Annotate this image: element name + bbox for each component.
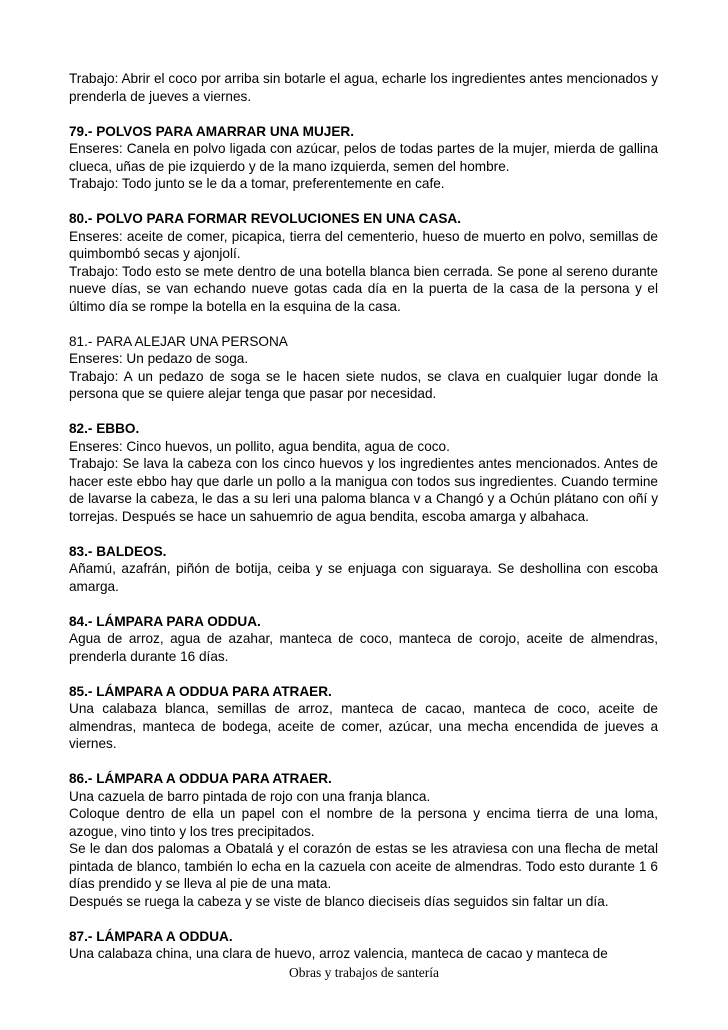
paragraph-line: Coloque dentro de ella un papel con el nombre de la persona y encima tierra de una loma, azogue, vino tinto y los tres precipitados.	[69, 806, 658, 839]
paragraph-line: Trabajo: Todo esto se mete dentro de una botella blanca bien cerrada. Se pone al sereno durante nueve días, se van echando nueve gotas cada día en la puerta de la casa de la persona y el último día se rompe la botella en la esquina de la casa.	[69, 263, 658, 314]
paragraph-line: Enseres: Un pedazo de soga.	[69, 351, 249, 366]
section-heading-plain: 81.- PARA ALEJAR UNA PERSONA	[69, 333, 288, 349]
section-heading: 84.- LÁMPARA PARA ODDUA.	[69, 613, 261, 629]
section-82	[69, 420, 658, 525]
section-heading: 85.- LÁMPARA A ODDUA PARA ATRAER.	[69, 683, 332, 699]
paragraph-line: Después se ruega la cabeza y se viste de blanco dieciseis días seguidos sin faltar un día.	[69, 893, 609, 909]
page-footer: Obras y trabajos de santería	[289, 965, 439, 980]
section-heading: 83.- BALDEOS.	[69, 543, 167, 559]
paragraph-line: Agua de arroz, agua de azahar, manteca de coco, manteca de corojo, aceite de almendras, prenderla durante 16 días.	[69, 631, 658, 664]
paragraph-line: Una cazuela de barro pintada de rojo con una franja blanca.	[69, 788, 431, 804]
section-heading: 82.- EBBO.	[69, 421, 140, 436]
paragraph-line: Trabajo: Abrir el coco por arriba sin botarle el agua, echarle los ingredientes antes mencionados y prenderla de jueves a viernes.	[69, 71, 658, 104]
section-87	[69, 928, 658, 963]
paragraph-line: Trabajo: A un pedazo de soga se le hacen siete nudos, se clava en cualquier lugar donde la persona que se quiere alejar tenga que pasar por necesidad.	[69, 368, 658, 401]
document-body	[69, 70, 658, 980]
section-heading: 87.- LÁMPARA A ODDUA.	[69, 928, 233, 944]
section-80	[69, 210, 658, 315]
paragraph-line: Enseres: Canela en polvo ligada con azúcar, pelos de todas partes de la mujer, mierda de gallina clueca, uñas de pie izquierdo y de la mano izquierda, semen del hombre.	[69, 141, 658, 174]
section-heading: 86.- LÁMPARA A ODDUA PARA ATRAER.	[69, 771, 332, 786]
paragraph-line: Una calabaza china, una clara de huevo, arroz valencia, manteca de cacao y manteca de	[69, 946, 608, 961]
paragraph-block-intro	[69, 70, 658, 105]
section-81	[69, 333, 658, 403]
paragraph-line: Enseres: Cinco huevos, un pollito, agua bendita, agua de coco.	[69, 438, 450, 454]
section-heading: 80.- POLVO PARA FORMAR REVOLUCIONES EN UNA CASA.	[69, 211, 461, 226]
section-83	[69, 543, 658, 596]
section-79	[69, 123, 658, 193]
section-86	[69, 770, 658, 910]
section-heading: 79.- POLVOS PARA AMARRAR UNA MUJER.	[69, 123, 354, 139]
paragraph-line: Trabajo: Todo junto se le da a tomar, preferentemente en cafe.	[69, 176, 445, 191]
paragraph-line: Añamú, azafrán, piñón de botija, ceiba y se enjuaga con siguaraya. Se deshollina con escoba amarga.	[69, 561, 658, 594]
section-85	[69, 683, 658, 753]
paragraph-line: Se le dan dos palomas a Obatalá y el corazón de estas se les atraviesa con una flecha de metal pintada de blanco, también lo echa en la cazuela con aceite de almendras. Todo esto durante 1 6 días prendido y se lleva al pie de una mata.	[69, 841, 658, 891]
paragraph-line: Una calabaza blanca, semillas de arroz, manteca de cacao, manteca de coco, aceite de almendras, manteca de bodega, aceite de comer, azúcar, una mecha encendida de jueves a viernes.	[69, 701, 658, 751]
paragraph-line: Enseres: aceite de comer, picapica, tierra del cementerio, hueso de muerto en polvo, semillas de quimbombó secas y ajonjolí.	[69, 228, 658, 261]
paragraph-line: Trabajo: Se lava la cabeza con los cinco huevos y los ingredientes antes mencionados. Antes de hacer este ebbo hay que darle un pollo a la manigua con todos sus ingredientes. Cuando termine de lavarse la cabeza, le das a su leri una paloma blanca v a Changó y a Ochún plátano con oñí y torrejas. Después se hace un sahuemrio de agua bendita, escoba amarga y albahaca.	[69, 456, 658, 524]
section-84	[69, 613, 658, 666]
